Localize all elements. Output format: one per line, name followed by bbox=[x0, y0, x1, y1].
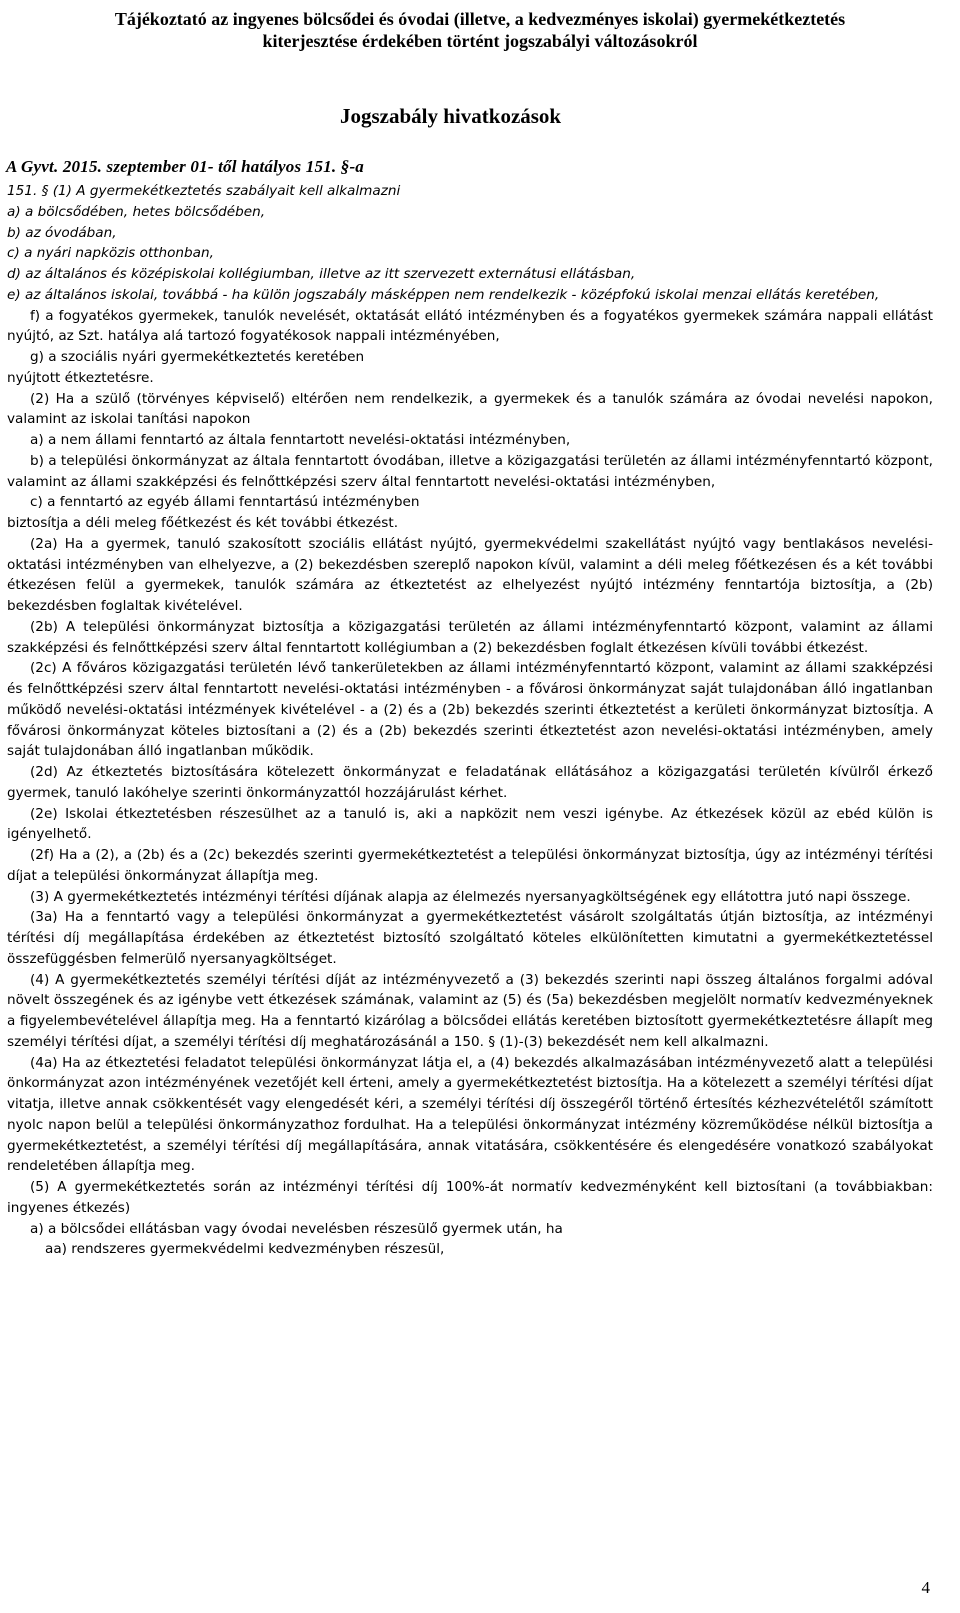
list-item: b) az óvodában, bbox=[7, 224, 117, 241]
paragraph: (4) A gyermekétkeztetés személyi térítési díját az intézményvezető a (3) bekezdés szerinti napi összeg általános forgalmi adóval növelt összegének és az igénybe vett étkezések számának, valamint az (5) és (5a) bekezdésben megjelölt normatív kedvezményeknek a figyelembevételével állapítja meg. Ha a fenntartó kizárólag a bölcsődei ellátás keretében biztosított gyermekétkeztetésre állapít meg személyi térítési díjat, a személyi térítési díj meghatározásánál a 150. § (1)-(3) bekezdését nem kell alkalmazni. bbox=[7, 971, 933, 1050]
title-line-2: kiterjesztése érdekében történt jogszabályi változásokról bbox=[262, 31, 698, 51]
paragraph: (3) A gyermekétkeztetés intézményi térítési díjának alapja az élelmezés nyersanyagköltségének egy ellátottra jutó napi összege. bbox=[30, 888, 911, 905]
list-item: e) az általános iskolai, továbbá - ha külön jogszabály másképpen nem rendelkezik - középfokú iskolai menzai ellátás keretében, bbox=[7, 286, 880, 303]
paragraph: (2f) Ha a (2), a (2b) és a (2c) bekezdés szerinti gyermekétkeztetést a települési önkormányzat biztosítja, úgy az intézményi térítési díjat a települési önkormányzat állapítja meg. bbox=[7, 847, 933, 884]
paragraph: (2b) A települési önkormányzat biztosítja a közigazgatási területén az állami intézményfenntartó központ, valamint az állami szakképzési és felnőttképzési szerv által fenntartott kollégiumban a (2) bekezdésben foglalt étkezésen kívüli további étkezést. bbox=[7, 618, 933, 656]
paragraph: biztosítja a déli meleg főétkezést és két további étkezést. bbox=[7, 515, 399, 531]
list-item: c) a fenntartó az egyéb állami fenntartású intézményben bbox=[30, 494, 420, 511]
title-line-1: Tájékoztató az ingyenes bölcsődei és óvodai (illetve, a kedvezményes iskolai) gyermekétkeztetés bbox=[114, 9, 846, 29]
list-item: d) az általános és középiskolai kollégiumban, illetve az itt szervezett externátusi ellátásban, bbox=[7, 266, 636, 282]
list-item: a) a bölcsődében, hetes bölcsődében, bbox=[7, 203, 266, 220]
list-item: a) a nem állami fenntartó az általa fenntartott nevelési-oktatási intézményben, bbox=[30, 432, 571, 448]
list-item: f) a fogyatékos gyermekek, tanulók nevelését, oktatását ellátó intézményben és a fogyatékos gyermekek számára nappali ellátást nyújtó, az Szt. hatálya alá tartozó fogyatékosok nappali intézményében, bbox=[7, 307, 933, 345]
section-heading: Jogszabály hivatkozások bbox=[340, 104, 562, 128]
paragraph: 151. § (1) A gyermekétkeztetés szabályait kell alkalmazni bbox=[7, 183, 401, 199]
paragraph: (3a) Ha a fenntartó vagy a települési önkormányzat a gyermekétkeztetést vásárolt szolgáltatás útján biztosítja, az intézményi térítési díj megállapítása érdekében az étkeztetést biztosító szolgáltató köteles elkülönítetten kimutatni a gyermekétkeztetéssel összefüggésben felmerülő nyersanyagköltséget. bbox=[7, 909, 933, 967]
document-title bbox=[0, 0, 960, 52]
paragraph: (2e) Iskolai étkeztetésben részesülhet az a tanuló is, aki a napközit nem veszi igénybe. Az étkezések közül az ebéd külön is igényelhető. bbox=[7, 805, 933, 843]
paragraph: (5) A gyermekétkeztetés során az intézményi térítési díj 100%-át normatív kedvezményként kell biztosítani (a továbbiakban: ingyenes étkezés) bbox=[7, 1179, 933, 1216]
list-item: c) a nyári napközis otthonban, bbox=[7, 245, 214, 262]
paragraph: (2) Ha a szülő (törvényes képviselő) eltérően nem rendelkezik, a gyermekek és a tanulók számára az óvodai nevelési napokon, valamint az iskolai tanítási napokon bbox=[7, 390, 933, 428]
paragraph: (2a) Ha a gyermek, tanuló szakosított szociális ellátást nyújtó, gyermekvédelmi szakellátást nyújtó vagy bentlakásos nevelési-oktatási intézményben van elhelyezve, a (2) bekezdésben szereplő napokon kívül, valamint a déli meleg főétkezésen és a két további étkezésen felül a gyermekek, tanulók számára az étkeztetést az elhelyezést nyújtó intézmény fenntartója biztosítja, a (2b) bekezdésben foglaltak kivételével. bbox=[7, 535, 933, 614]
list-item: aa) rendszeres gyermekvédelmi kedvezményben részesül, bbox=[45, 1241, 445, 1258]
list-item: g) a szociális nyári gyermekétkeztetés keretében bbox=[30, 349, 365, 365]
sub-heading: A Gyvt. 2015. szeptember 01- től hatályos 151. §-a bbox=[6, 157, 365, 176]
paragraph: (2c) A főváros közigazgatási területén lévő tankerületekben az állami intézményfenntartó központ, valamint az állami szakképzési és felnőttképzési szerv által fenntartott nevelési-oktatási intézményben - a fővárosi önkormányzat saját tulajdonában álló ingatlanban működő nevelési-oktatási intézmények kivételével - a (2) és a (2b) bekezdés szerinti étkeztetést a kerületi önkormányzat biztosítja. A fővárosi önkormányzat köteles biztosítani a (2) és a (2b) bekezdés szerinti étkeztetést azon nevelési-oktatási intézményben, amely saját tulajdonában álló ingatlanban működik. bbox=[7, 660, 933, 760]
law-text-body bbox=[7, 181, 933, 1260]
paragraph: (2d) Az étkeztetés biztosítására kötelezett önkormányzat e feladatának ellátásához a közigazgatási területén kívülről érkező gyermek, tanuló lakóhelye szerinti önkormányzattól hozzájárulást kérhet. bbox=[7, 764, 933, 801]
list-item: a) a bölcsődei ellátásban vagy óvodai nevelésben részesülő gyermek után, ha bbox=[30, 1220, 563, 1237]
paragraph: nyújtott étkeztetésre. bbox=[7, 369, 154, 386]
page-number: 4 bbox=[921, 1578, 930, 1597]
list-item: b) a települési önkormányzat az általa fenntartott óvodában, illetve a közigazgatási területén az állami intézményfenntartó központ, valamint az állami szakképzési és felnőttképzési szerv által fenntartott nevelési-oktatási intézményben, bbox=[7, 452, 933, 490]
paragraph: (4a) Ha az étkeztetési feladatot települési önkormányzat látja el, a (4) bekezdés alkalmazásában intézményvezető alatt a települési önkormányzat azon intézményének vezetőjét kell érteni, amely a gyermekétkeztetést biztosítja. Ha a kötelezett a személyi térítési díjat vitatja, illetve annak csökkentését vagy elengedését kéri, a személyi térítési díj összegéről történő értesítés kézhezvételétől számított nyolc napon belül a települési önkormányzathoz fordulhat. Ha a települési önkormányzat intézmény közreműködése nélkül biztosítja a gyermekétkeztetést, a személyi térítési díj megállapítására, annak vitatására, csökkentésére és elengedésére vonatkozó szabályokat rendeletében állapítja meg. bbox=[7, 1054, 933, 1175]
